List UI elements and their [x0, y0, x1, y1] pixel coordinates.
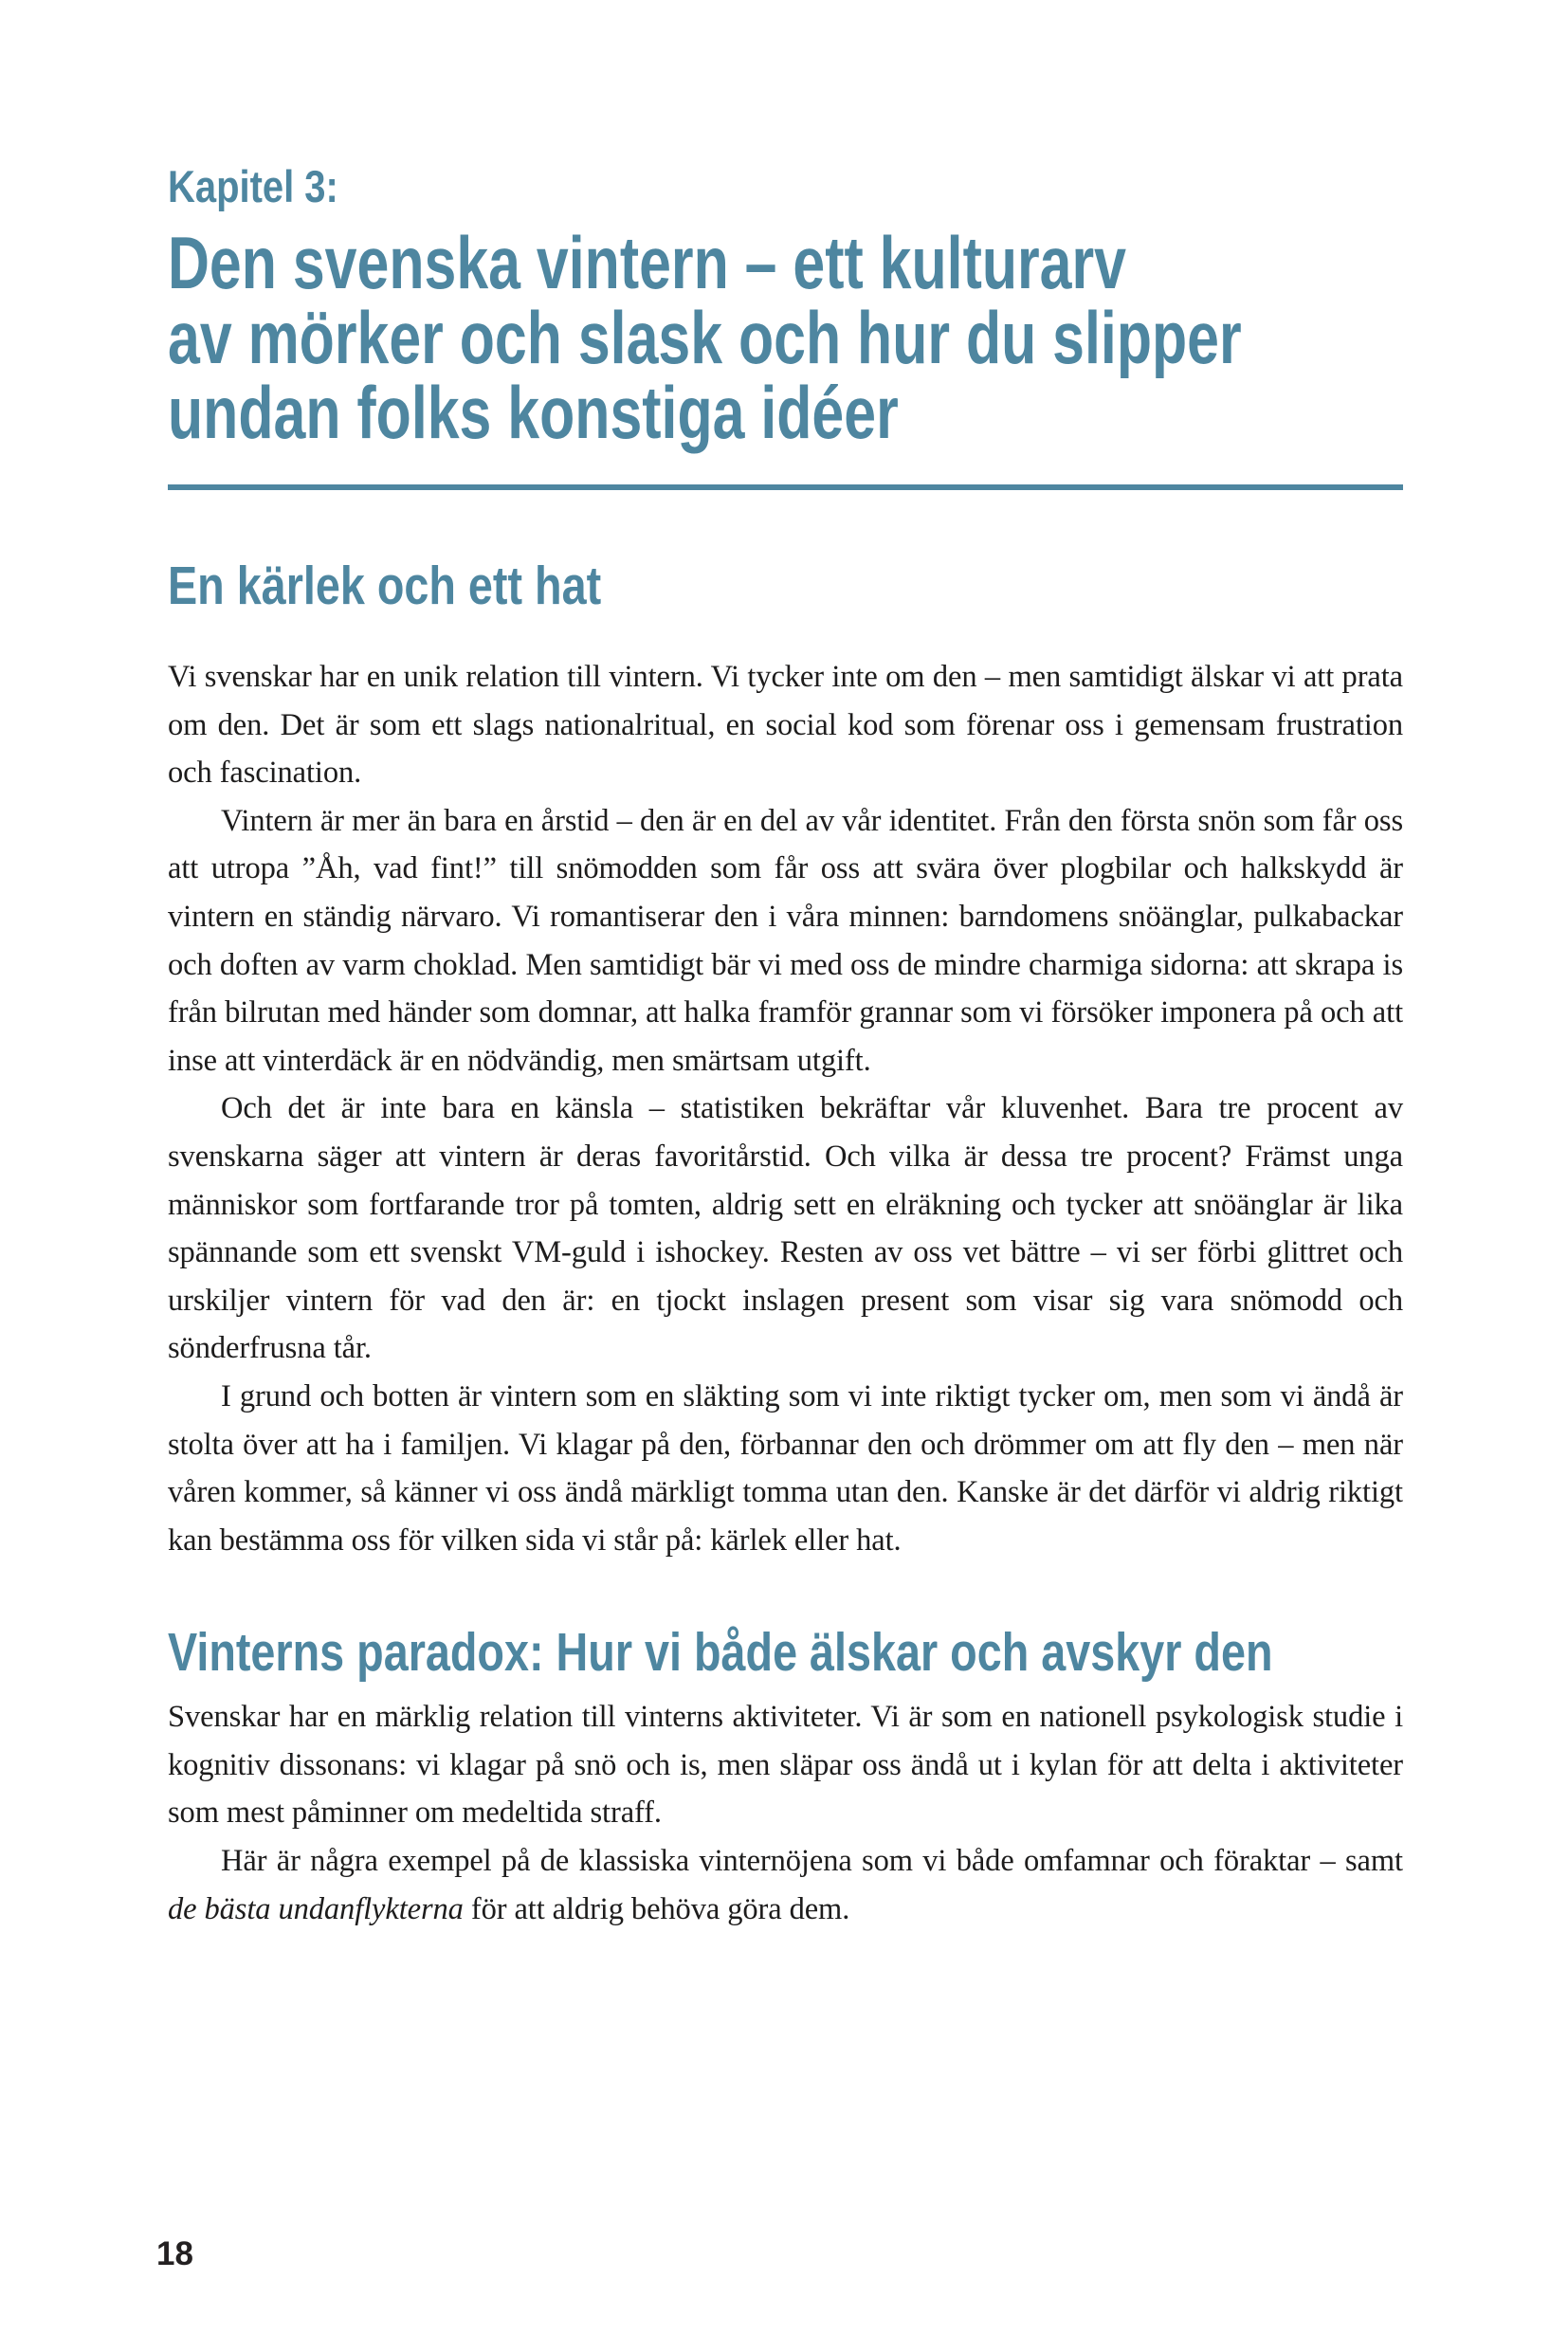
section-heading-love-hate-text: En kärlek och ett hat — [168, 556, 602, 616]
chapter-title-line-text: Den svenska vintern – ett kulturarv — [168, 221, 1127, 304]
chapter-kicker — [168, 163, 1403, 210]
paragraph — [168, 1837, 1403, 1933]
section-love-hate — [168, 556, 1403, 1564]
section-winter-paradox — [168, 1623, 1403, 1933]
paragraph: Vintern är mer än bara en årstid – den är en del av vår identitet. Från den första snön som får oss att utropa ”Åh, vad fint!” till snömodden som får oss att svära över plogbilar och halkskydd är vintern en ständig närvaro. Vi romantiserar den i våra minnen: barndomens snöänglar, pulkabackar och doften av varm choklad. Men samtidigt bär vi med oss de mindre charmiga sidorna: att skrapa is från bilrutan med händer som domnar, att halka framför grannar som vi försöker imponera på och att inse att vinterdäck är en nödvändig, men smärtsam utgift. — [168, 803, 1403, 1078]
paragraph: Vi svenskar har en unik relation till vintern. Vi tycker inte om den – men samtidigt älskar vi att prata om den. Det är som ett slags nationalritual, en social kod som förenar oss i gemensam frustration och fascination. — [168, 660, 1403, 791]
section-heading-love-hate — [168, 556, 1403, 615]
section-heading-winter-paradox — [168, 1623, 1403, 1682]
paragraph: Och det är inte bara en känsla – statistiken bekräftar vår kluvenhet. Bara tre procent av svenskarna säger att vintern är deras favoritårstid. Och vilka är dessa tre procent? Främst unga människor som fortfarande tror på tomten, aldrig sett en elräkning och tycker att snöänglar är lika spännande som ett svenskt VM-guld i ishockey. Resten av oss vet bättre – vi ser förbi glittret och urskiljer vintern för vad den är: en tjockt inslagen present som visar sig vara snömodd och sönderfrusna tår. — [168, 1091, 1403, 1366]
chapter-title-line-text: av mörker och slask och hur du slipper — [168, 296, 1242, 379]
chapter-title-line — [168, 371, 1403, 454]
title-divider-rule — [168, 484, 1403, 490]
chapter-kicker-label: Kapitel 3: — [168, 161, 338, 211]
page-number: 18 — [156, 2235, 193, 2272]
chapter-title-line-text: undan folks konstiga idéer — [168, 371, 899, 454]
section-heading-winter-paradox-text: Vinterns paradox: Hur vi både älskar och avskyr den — [168, 1622, 1273, 1684]
paragraph-italic-text: de bästa undanflykterna — [168, 1891, 464, 1926]
paragraph-text: Här är några exempel på de klassiska vinternöjena som vi både omfamnar och föraktar – samt — [221, 1844, 1403, 1879]
chapter-title-line — [168, 296, 1403, 379]
paragraph: I grund och botten är vintern som en släkting som vi inte riktigt tycker om, men som vi ändå är stolta över att ha i familjen. Vi klagar på den, förbannar den och drömmer om att fly den – men när våren kommer, så känner vi oss ändå märkligt tomma utan den. Kanske är det därför vi aldrig riktigt kan bestämma oss för vilken sida vi står på: kärlek eller hat. — [168, 1378, 1403, 1558]
chapter-content — [168, 0, 1403, 1933]
chapter-title — [168, 221, 1403, 454]
chapter-title-line — [168, 221, 1403, 304]
paragraph: Svenskar har en märklig relation till vinterns aktiviteter. Vi är som en nationell psykologisk studie i kognitiv dissonans: vi klagar på snö och is, men släpar oss ändå ut i kylan för att delta i aktiviteter som mest påminner om medeltida straff. — [168, 1700, 1403, 1831]
paragraph-text: för att aldrig behöva göra dem. — [463, 1891, 850, 1926]
